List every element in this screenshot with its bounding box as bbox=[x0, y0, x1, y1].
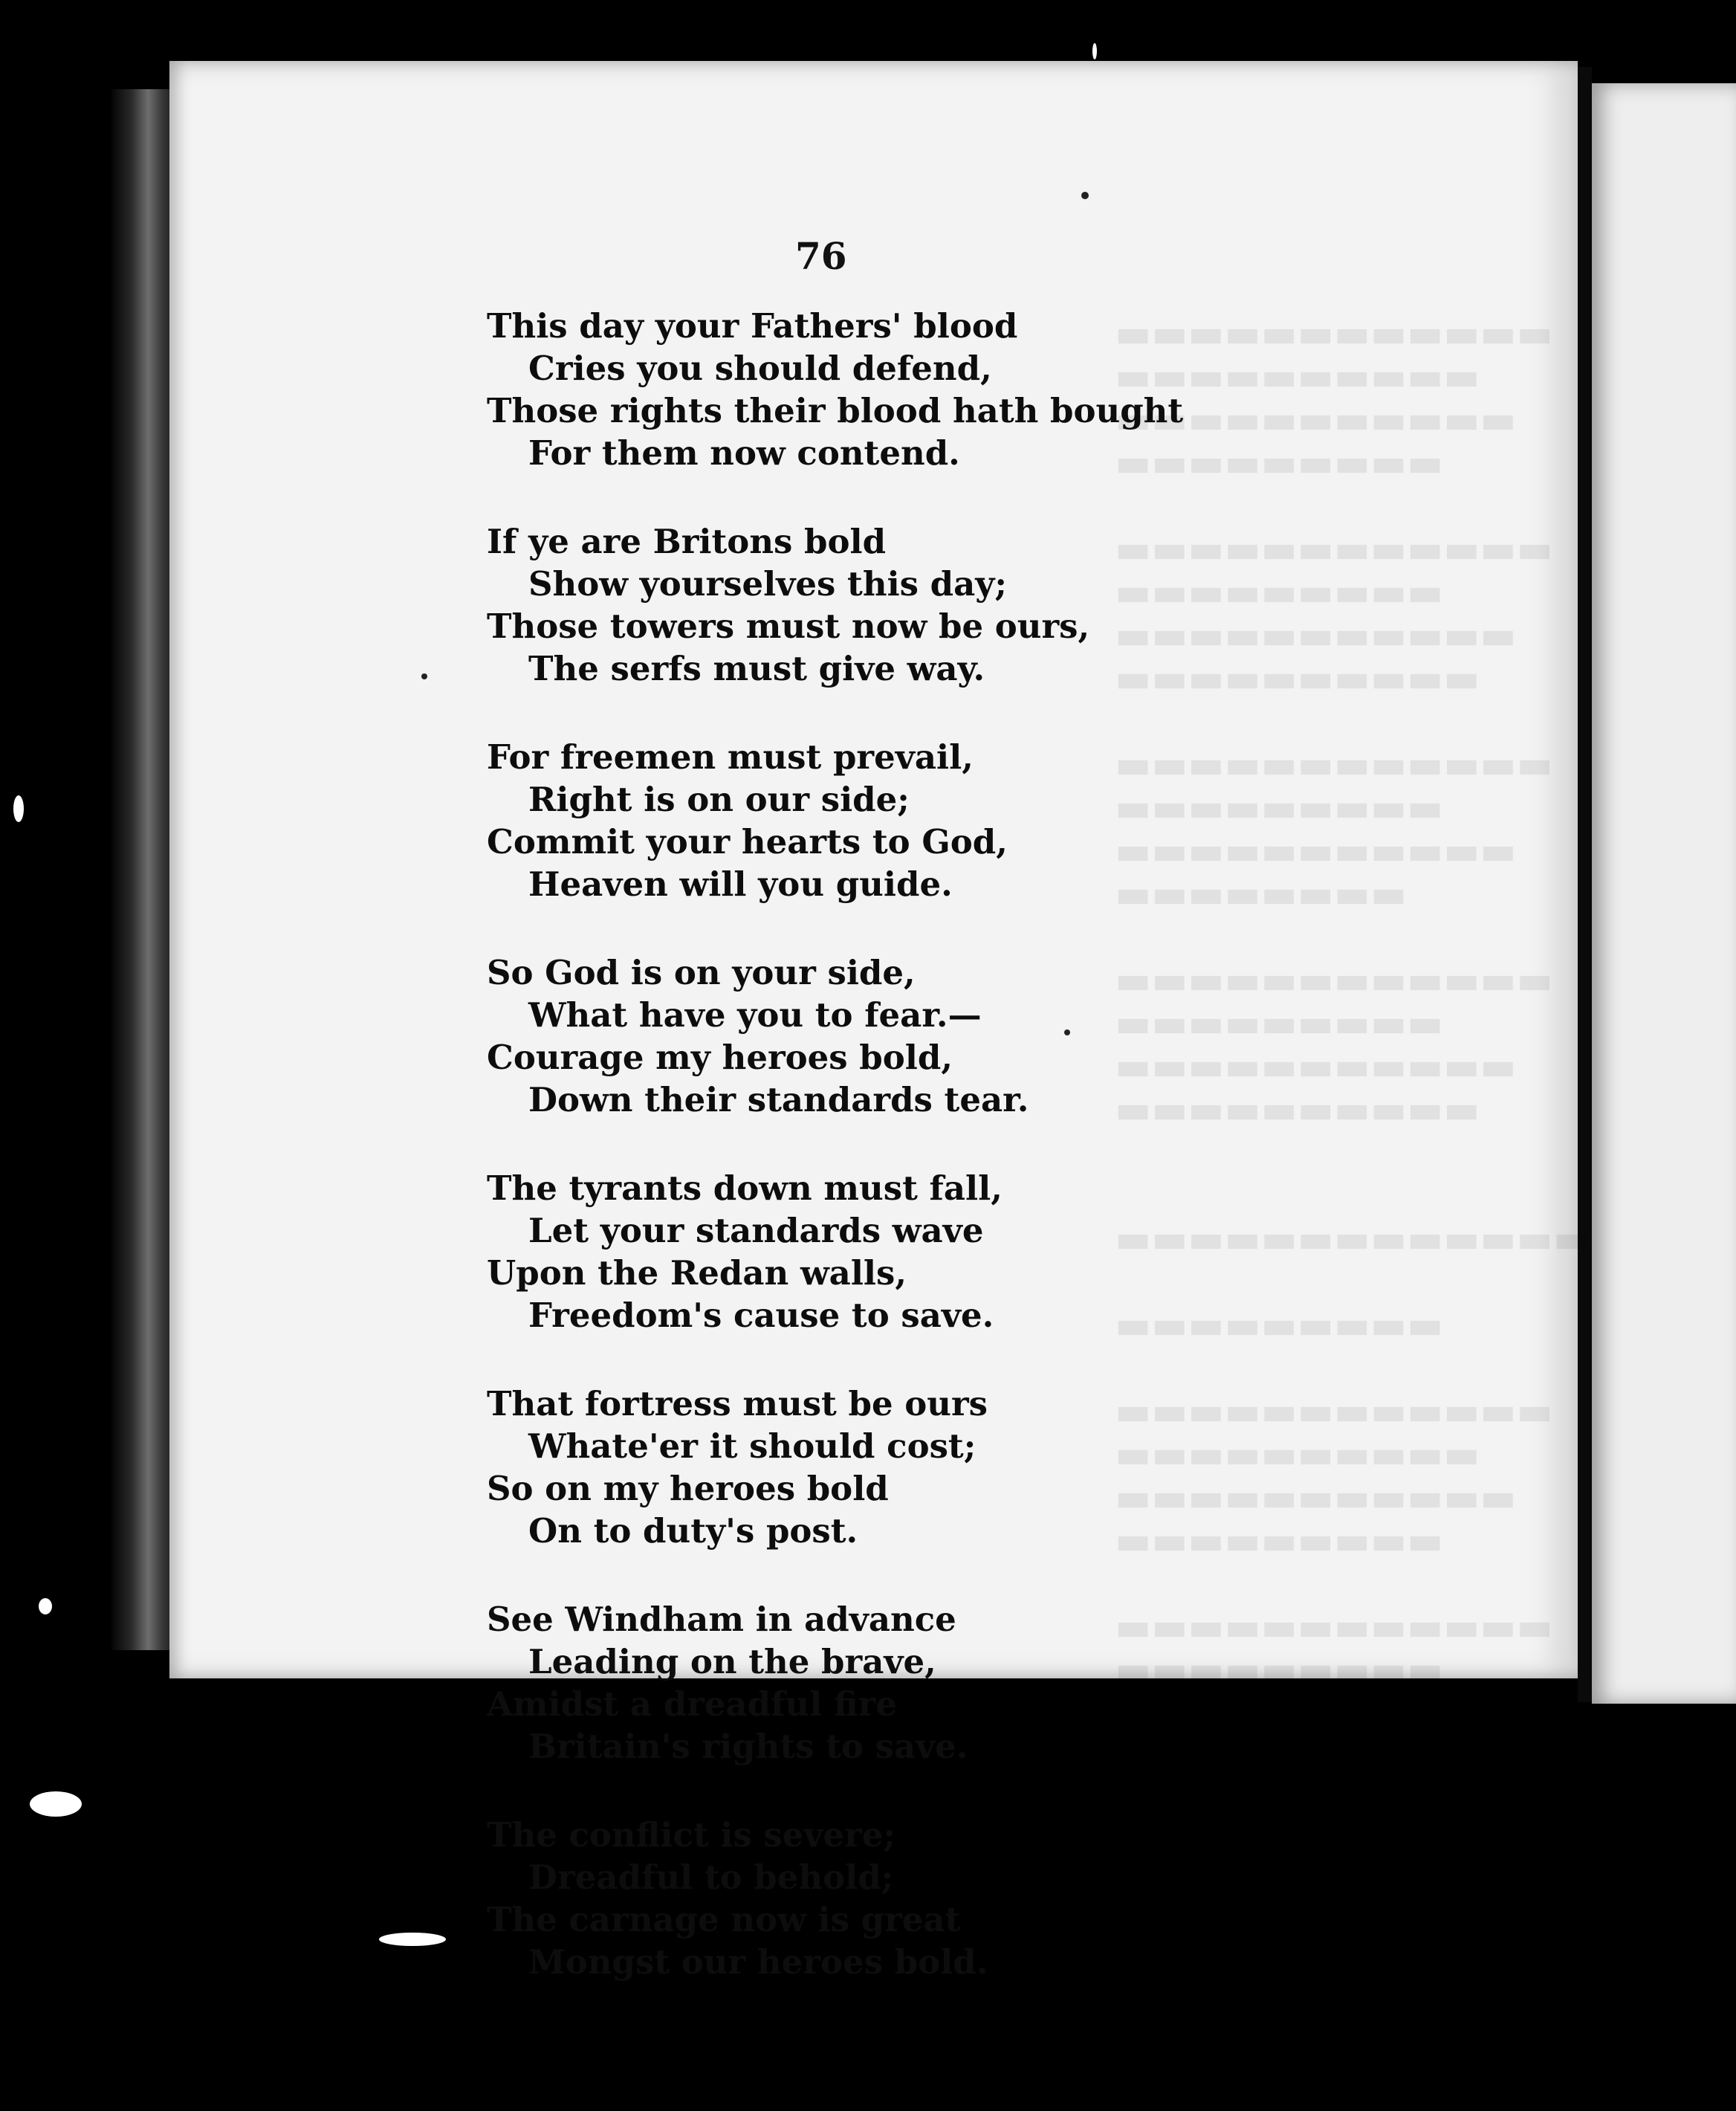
poem-line: If ye are Britons bold bbox=[487, 522, 887, 561]
scan-speck bbox=[1064, 1029, 1070, 1035]
poem-line: So on my heroes bold bbox=[487, 1469, 889, 1508]
poem-line: Those rights their blood hath bought bbox=[487, 391, 1184, 430]
poem-line: Right is on our side; bbox=[528, 780, 910, 819]
poem-line: Cries you should defend, bbox=[528, 349, 992, 388]
poem-line: Those towers must now be ours, bbox=[487, 607, 1090, 646]
stanza bbox=[487, 520, 1215, 690]
poem-line: Amidst a dreadful fire bbox=[487, 1684, 898, 1724]
poem-line: This day your Fathers' blood bbox=[487, 306, 1018, 346]
poem-line: Commit your hearts to God, bbox=[487, 822, 1008, 861]
poem-body bbox=[487, 305, 1215, 2029]
poem-line: The carnage now is great bbox=[487, 1900, 961, 1939]
poem-line: Heaven will you guide. bbox=[528, 864, 953, 904]
scan-speck bbox=[421, 673, 427, 679]
poem-line: For freemen must prevail, bbox=[487, 737, 974, 777]
poem-line: Show yourselves this day; bbox=[528, 564, 1008, 604]
right-page-edge bbox=[1592, 83, 1736, 1704]
stanza bbox=[487, 951, 1215, 1121]
poem-line: So God is on your side, bbox=[487, 953, 916, 992]
poem-line: The tyrants down must fall, bbox=[487, 1168, 1003, 1208]
poem-line: See Windham in advance bbox=[487, 1600, 956, 1639]
poem-line: On to duty's post. bbox=[528, 1511, 858, 1551]
poem-line: That fortress must be ours bbox=[487, 1384, 988, 1423]
stanza bbox=[487, 1814, 1215, 1983]
scan-speck bbox=[13, 795, 24, 822]
book-binding-edge bbox=[111, 89, 178, 1650]
scan-speck bbox=[1092, 43, 1097, 59]
stanza bbox=[487, 736, 1215, 905]
poem-line: The serfs must give way. bbox=[528, 649, 985, 688]
stanza bbox=[487, 305, 1215, 474]
poem-line: Courage my heroes bold, bbox=[487, 1038, 953, 1077]
scan-speck bbox=[1081, 192, 1089, 199]
scan-speck bbox=[379, 1933, 446, 1946]
stanza bbox=[487, 1598, 1215, 1768]
scan-speck bbox=[30, 1791, 82, 1817]
stanza bbox=[487, 1383, 1215, 1552]
poem-line: Britain's rights to save. bbox=[528, 1727, 968, 1766]
poem-line: Let your standards wave bbox=[528, 1211, 984, 1250]
poem-line: What have you to fear.— bbox=[528, 995, 982, 1035]
book-gutter bbox=[1578, 67, 1592, 1702]
poem-line: Leading on the brave, bbox=[528, 1642, 936, 1681]
show-through-texture: ▬▬▬▬▬▬▬▬▬▬▬ ▬▬▬▬▬▬▬▬▬▬ ▬▬▬▬▬▬▬▬▬▬▬▬ ▬▬▬▬▬▬▬▬▬ ▬▬▬▬▬▬▬▬▬▬▬ ▬▬▬▬▬▬▬▬ bbox=[1115, 1691, 1553, 1994]
poem-line: For them now contend. bbox=[528, 433, 960, 473]
page-number: 76 bbox=[795, 234, 847, 278]
stanza bbox=[487, 1167, 1215, 1336]
poem-line: Mongst our heroes bold. bbox=[528, 1942, 988, 1982]
poem-line: Down their standards tear. bbox=[528, 1080, 1029, 1119]
poem-line: Freedom's cause to save. bbox=[528, 1296, 994, 1335]
poem-line: The conflict is severe; bbox=[487, 1815, 896, 1855]
poem-line: Whate'er it should cost; bbox=[528, 1426, 976, 1466]
scan-speck bbox=[39, 1598, 52, 1614]
poem-line: Upon the Redan walls, bbox=[487, 1253, 907, 1293]
poem-line: Dreadful to behold; bbox=[528, 1858, 894, 1897]
